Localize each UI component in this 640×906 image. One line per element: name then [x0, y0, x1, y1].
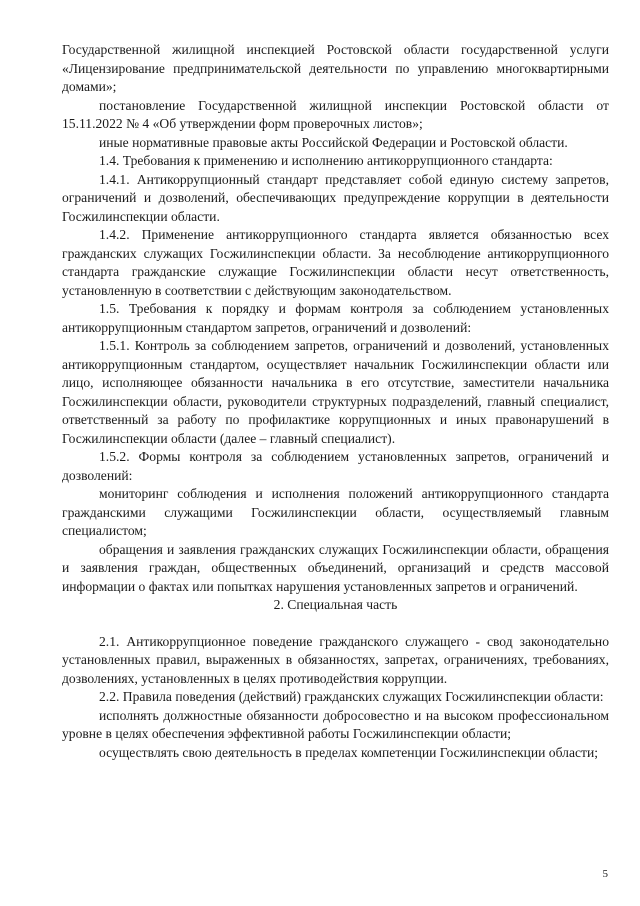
paragraph: постановление Государственной жилищной инспекции Ростовской области от 15.11.2022 № 4 «Об утверждении форм проверочных листов»; — [62, 97, 609, 131]
paragraph: обращения и заявления гражданских служащих Госжилинспекции области, обращения и заявления граждан, общественных объединений, организаций и средств массовой информации о фактах или попытках нарушения установленных запретов и ограничений. — [62, 541, 609, 594]
paragraph: мониторинг соблюдения и исполнения положений антикоррупционного стандарта гражданскими служащими Госжилинспекции области, осуществляемый главным специалистом; — [62, 486, 609, 538]
paragraph: 1.4. Требования к применению и исполнению антикоррупционного стандарта: — [99, 153, 553, 168]
paragraph: иные нормативные правовые акты Российской Федерации и Ростовской области. — [99, 134, 568, 150]
paragraph: 1.5. Требования к порядку и формам контроля за соблюдением установленных антикоррупционным стандартом запретов, ограничений и дозволений: — [62, 301, 609, 335]
paragraph: 2.2. Правила поведения (действий) гражданских служащих Госжилинспекции области: — [99, 689, 604, 704]
paragraph: Государственной жилищной инспекцией Ростовской области государственной услуги «Лицензирование предпринимательской деятельности по управлению многоквартирными домами»; — [62, 42, 609, 94]
paragraph: исполнять должностные обязанности добросовестно и на высоком профессиональном уровне в целях обеспечения эффективной работы Госжилинспекции области; — [62, 707, 609, 741]
paragraph: осуществлять свою деятельность в пределах компетенции Госжилинспекции области; — [99, 744, 599, 760]
paragraph: 1.5.2. Формы контроля за соблюдением установленных запретов, ограничений и дозволений: — [62, 449, 609, 483]
page-number: 5 — [602, 868, 608, 880]
section-heading: 2. Специальная часть — [273, 597, 398, 612]
spacer — [62, 615, 609, 633]
paragraph: 1.5.1. Контроль за соблюдением запретов, ограничений и дозволений, установленных антикоррупционным стандартом, осуществляет начальник Госжилинспекции области или лицо, исполняющее обязанности начальника в его отсутствие, заместители начальника Госжилинспекции области, руководители структурных подразделений, главный специалист, ответственный за работу по профилактике коррупционных и иных правонарушений в Госжилинспекции области (далее – главный специалист). — [62, 338, 609, 446]
paragraph: 2.1. Антикоррупционное поведение гражданского служащего - свод законодательно установленных правил, выраженных в обязанностях, запретах, ограничениях, требованиях, дозволениях, установленных в целях противодействия коррупции. — [62, 633, 609, 686]
document-page — [62, 41, 609, 762]
paragraph: 1.4.2. Применение антикоррупционного стандарта является обязанностью всех гражданских служащих Госжилинспекции области. За несоблюдение антикоррупционного стандарта гражданские служащие Госжилинспекции области несут ответственность, установленную в соответствии с действующим законодательством. — [62, 227, 609, 298]
paragraph: 1.4.1. Антикоррупционный стандарт представляет собой единую систему запретов, ограничений и дозволений, обеспечивающих предупреждение коррупции в деятельности Госжилинспекции области. — [62, 171, 609, 224]
